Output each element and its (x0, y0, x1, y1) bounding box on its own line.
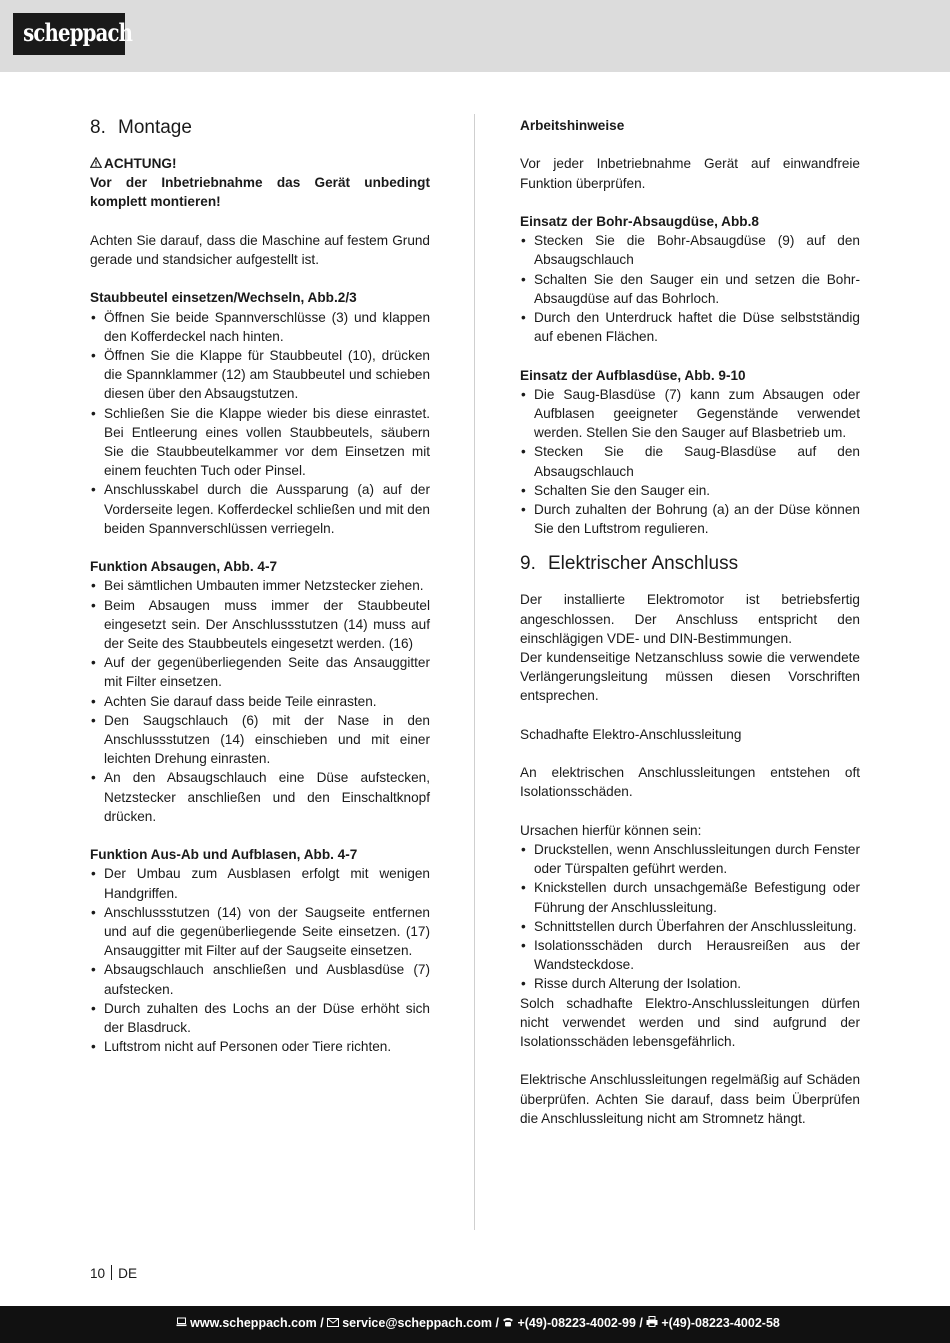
list-item: • Bei sämtlichen Umbauten immer Netzstecker ziehen. (90, 576, 430, 595)
header-bar (0, 0, 950, 72)
subheading-aufblasen: Funktion Aus-Ab und Aufblasen, Abb. 4-7 (90, 847, 358, 863)
staubbeutel-list (90, 308, 430, 538)
aufblasen-list (90, 864, 430, 1056)
fax-icon (646, 1306, 658, 1341)
paragraph: Elektrische Anschlussleitungen regelmäßig auf Schäden überprüfen. Achten Sie darauf, dass beim Überprüfen die Anschlussleitung nicht am Stromnetz hängt. (520, 1072, 860, 1126)
mail-icon (327, 1306, 339, 1341)
aufblas-list (520, 385, 860, 539)
list-item: • Öffnen Sie die Klappe für Staubbeutel (10), drücken die Spannklammer (12) am Staubbeutel und schieben diesen über den Absaugstutzen. (90, 346, 430, 404)
list-item: • Anschlussstutzen (14) von der Saugseite entfernen und auf die gegenüberliegende Seite einsetzen. (17) Ansauggitter mit Filter auf der Saugseite einsetzen. (90, 903, 430, 961)
section-title: Montage (118, 117, 192, 138)
list-item: • Beim Absaugen muss immer der Staubbeutel eingesetzt sein. Der Anschlussstutzen (14) muss auf der Seite des Staubbeutels eingesetzt werden. (16) (90, 596, 430, 654)
computer-icon (176, 1306, 187, 1341)
list-item: • Die Saug-Blasdüse (7) kann zum Absaugen oder Aufblasen geeigneter Gegenstände verwendet werden. Stellen Sie den Sauger auf Blasbetrieb um. (520, 385, 860, 443)
list-item: • Stecken Sie die Saug-Blasdüse auf den Absaugschlauch (520, 442, 860, 480)
section-heading-elektrik (520, 552, 860, 576)
footer-phone[interactable]: +(49)-08223-4002-99 / (517, 1316, 643, 1330)
page-language: DE (118, 1266, 138, 1281)
section-heading-montage (90, 116, 430, 140)
brand-logo (13, 13, 133, 55)
paragraph: An elektrischen Anschlussleitungen entstehen oft Isolationsschäden. (520, 765, 860, 800)
paragraph: Solch schadhafte Elektro-Anschlussleitungen dürfen nicht verwendet werden und sind aufgrund der Isolationsschäden lebensgefährlich. (520, 995, 860, 1050)
work-text: Vor jeder Inbetriebnahme Gerät auf einwandfreie Funktion überprüfen. (520, 156, 860, 191)
paragraph: Schadhafte Elektro-Anschlussleitung (520, 726, 742, 742)
section-number: 9. (520, 553, 536, 575)
list-item: • Isolationsschäden durch Herausreißen aus der Wandsteckdose. (520, 936, 860, 974)
brand-logo-text: scheppach (23, 18, 133, 47)
list-item: • Knickstellen durch unsachgemäße Befestigung oder Führung der Anschlussleitung. (520, 878, 860, 916)
list-item: • Durch zuhalten des Lochs an der Düse erhöht sich der Blasdruck. (90, 999, 430, 1037)
warning-title: ACHTUNG! (104, 156, 177, 171)
intro-text: Achten Sie darauf, dass die Maschine auf festem Grund gerade und standsicher aufgestellt ist. (90, 232, 430, 267)
list-item: • Anschlusskabel durch die Aussparung (a) auf der Vorderseite legen. Kofferdeckel schließen und mit den beiden Spannverschlüssen verriegeln. (90, 480, 430, 538)
list-item: • Absaugschlauch anschließen und Ausblasdüse (7) aufstecken. (90, 960, 430, 998)
list-item: • Schnittstellen durch Überfahren der Anschlussleitung. (520, 917, 860, 936)
footer-web[interactable]: www.scheppach.com / (190, 1316, 324, 1330)
paragraph: Der installierte Elektromotor ist betriebsfertig angeschlossen. Der Anschluss entspricht den einschlägigen VDE- und DIN-Bestimmungen. (520, 592, 860, 646)
page-number (90, 1264, 137, 1283)
list-item: • Schalten Sie den Sauger ein und setzen die Bohr-Absaugdüse auf das Bohrloch. (520, 270, 860, 308)
section-number: 8. (90, 117, 106, 138)
list-item: • An den Absaugschlauch eine Düse aufstecken, Netzstecker anschließen und den Einschaltknopf drücken. (90, 768, 430, 826)
list-item: • Luftstrom nicht auf Personen oder Tiere richten. (90, 1037, 430, 1056)
subheading-bohr-absaugduese: Einsatz der Bohr-Absaugdüse, Abb.8 (520, 213, 759, 229)
column-divider (474, 114, 475, 1230)
paragraph: Ursachen hierfür können sein: (520, 822, 702, 838)
list-item: • Schließen Sie die Klappe wieder bis diese einrastet. Bei Entleerung eines vollen Staubbeutels, säubern Sie die Staubbeutelkammer vor dem Einsetzen mit einem feuchten Tuch oder Pinsel. (90, 404, 430, 481)
causes-list (520, 840, 860, 994)
subheading-staubbeutel: Staubbeutel einsetzen/Wechseln, Abb.2/3 (90, 290, 357, 306)
absaugen-list (90, 576, 430, 826)
paragraph: Der kundenseitige Netzanschluss sowie die verwendete Verlängerungsleitung müssen diesen Vorschriften entsprechen. (520, 650, 860, 704)
warning-icon (90, 154, 104, 173)
list-item: • Achten Sie darauf dass beide Teile einrasten. (90, 692, 430, 711)
list-item: • Öffnen Sie beide Spannverschlüsse (3) und klappen den Kofferdeckel nach hinten. (90, 308, 430, 346)
subheading-absaugen: Funktion Absaugen, Abb. 4-7 (90, 559, 278, 575)
footer-contact (0, 1306, 950, 1343)
bohr-list (520, 231, 860, 346)
list-item: • Stecken Sie die Bohr-Absaugdüse (9) auf den Absaugschlauch (520, 231, 860, 269)
list-item: • Risse durch Alterung der Isolation. (520, 974, 860, 993)
list-item: • Schalten Sie den Sauger ein. (520, 481, 860, 500)
section-title: Elektrischer Anschluss (548, 553, 739, 575)
footer-email[interactable]: service@scheppach.com / (342, 1316, 499, 1330)
footer-bar (0, 1306, 950, 1343)
warning-text: Vor der Inbetriebnahme das Gerät unbedingt komplett montieren! (90, 175, 430, 210)
right-column (520, 116, 860, 1128)
list-item: • Der Umbau zum Ausblasen erfolgt mit wenigen Handgriffen. (90, 864, 430, 902)
left-column (90, 116, 430, 1056)
list-item: • Druckstellen, wenn Anschlussleitungen durch Fenster oder Türspalten geführt werden. (520, 840, 860, 878)
warning-title-line (90, 154, 430, 173)
page-number-value: 10 (90, 1266, 106, 1281)
phone-icon (502, 1306, 514, 1341)
list-item: • Durch zuhalten der Bohrung (a) an der Düse können Sie den Luftstrom regulieren. (520, 500, 860, 538)
list-item: • Durch den Unterdruck haftet die Düse selbstständig auf ebenen Flächen. (520, 308, 860, 346)
list-item: • Den Saugschlauch (6) mit der Nase in den Anschlussstutzen (14) einschieben und mit einer leichten Drehung einrasten. (90, 711, 430, 769)
list-item: • Auf der gegenüberliegenden Seite das Ansauggitter mit Filter einsetzen. (90, 653, 430, 691)
subheading-aufblasduese: Einsatz der Aufblasdüse, Abb. 9-10 (520, 367, 746, 383)
page-number-separator (111, 1265, 112, 1280)
footer-fax[interactable]: +(49)-08223-4002-58 (661, 1316, 780, 1330)
subheading-arbeitshinweise: Arbeitshinweise (520, 118, 625, 133)
